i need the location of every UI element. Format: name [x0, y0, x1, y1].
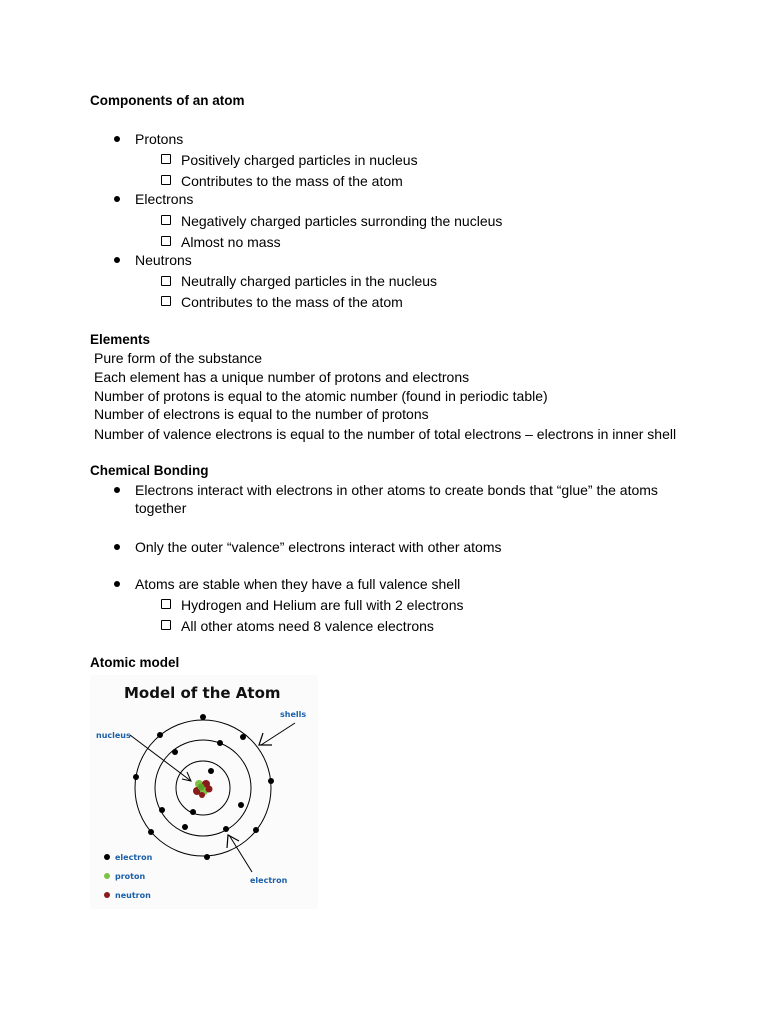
list-item-continuation: together	[135, 500, 187, 516]
diagram-title: Model of the Atom	[124, 684, 281, 702]
section-heading-atomic-model: Atomic model	[90, 655, 180, 670]
checkbox-icon[interactable]	[161, 154, 171, 164]
bullet-icon	[114, 544, 120, 550]
label-electron: electron	[250, 876, 288, 885]
legend-neutron-dot	[104, 892, 110, 898]
section-heading-bonding: Chemical Bonding	[90, 463, 209, 478]
checkbox-icon[interactable]	[161, 599, 171, 609]
bullet-icon	[114, 196, 120, 202]
label-shells: shells	[280, 710, 307, 719]
sublist-item: Hydrogen and Helium are full with 2 electrons	[181, 597, 464, 613]
bullet-icon	[114, 581, 120, 587]
paragraph-line: Number of protons is equal to the atomic number (found in periodic table)	[94, 388, 548, 404]
list-item: Only the outer “valence” electrons interact with other atoms	[135, 539, 502, 555]
section-heading-elements: Elements	[90, 332, 151, 347]
checkbox-icon[interactable]	[161, 215, 171, 225]
bullet-icon	[114, 257, 120, 263]
paragraph-line: Each element has a unique number of protons and electrons	[94, 369, 470, 385]
paragraph-line: Number of electrons is equal to the number of protons	[94, 406, 429, 422]
list-item-electrons: Electrons	[135, 191, 194, 207]
list-item-neutrons: Neutrons	[135, 252, 192, 268]
legend-neutron-label: neutron	[115, 891, 151, 900]
sublist-item: Positively charged particles in nucleus	[181, 152, 418, 168]
checkbox-icon[interactable]	[161, 276, 171, 286]
sublist-item: Contributes to the mass of the atom	[181, 173, 403, 189]
legend-electron-label: electron	[115, 853, 153, 862]
checkbox-icon[interactable]	[161, 236, 171, 246]
label-nucleus: nucleus	[96, 731, 131, 740]
atom-model-diagram	[90, 675, 318, 909]
sublist-item: All other atoms need 8 valence electrons	[181, 618, 434, 634]
legend-proton-label: proton	[115, 872, 146, 881]
sublist-item: Contributes to the mass of the atom	[181, 294, 403, 310]
sublist-item: Neutrally charged particles in the nucleus	[181, 273, 438, 289]
section-heading-components: Components of an atom	[90, 93, 245, 108]
checkbox-icon[interactable]	[161, 620, 171, 630]
bullet-icon	[114, 136, 120, 142]
atom-model-svg	[90, 675, 318, 909]
list-item-protons: Protons	[135, 131, 184, 147]
legend-electron-dot	[104, 854, 110, 860]
sublist-item: Almost no mass	[181, 234, 281, 250]
legend-proton-dot	[104, 873, 110, 879]
paragraph-line: Pure form of the substance	[94, 350, 263, 366]
checkbox-icon[interactable]	[161, 175, 171, 185]
sublist-item: Negatively charged particles surronding the nucleus	[181, 213, 503, 229]
bullet-icon	[114, 487, 120, 493]
list-item: Atoms are stable when they have a full valence shell	[135, 576, 461, 592]
list-item: Electrons interact with electrons in other atoms to create bonds that “glue” the atoms	[135, 482, 658, 498]
checkbox-icon[interactable]	[161, 296, 171, 306]
paragraph-line: Number of valence electrons is equal to the number of total electrons – electrons in inner shell	[94, 426, 677, 442]
